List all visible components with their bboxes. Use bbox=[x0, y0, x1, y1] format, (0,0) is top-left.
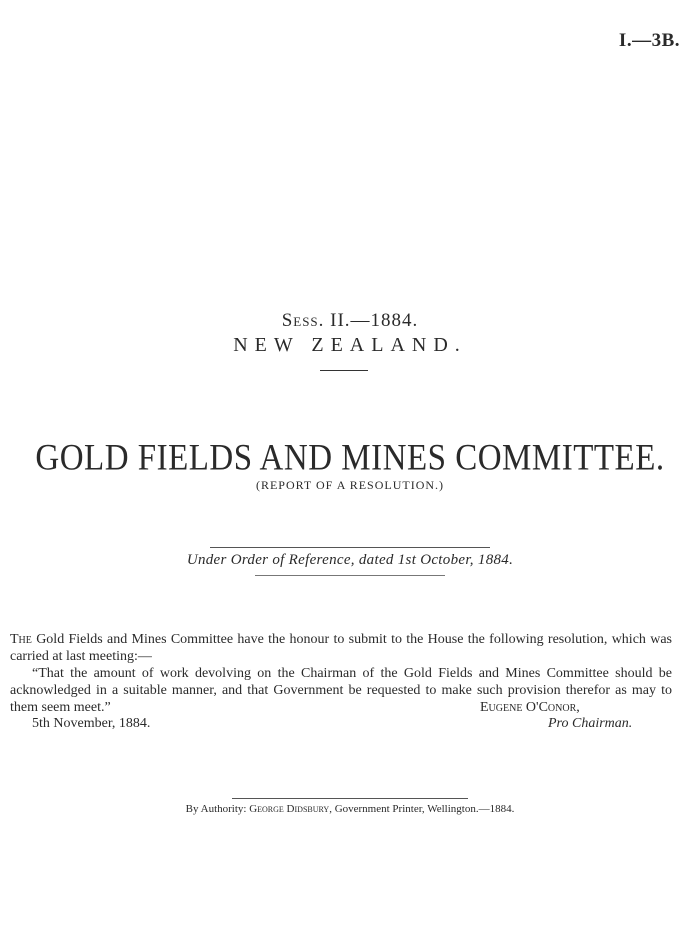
signer-role-text: Pro Chairman. bbox=[548, 716, 633, 731]
printer-imprint bbox=[0, 803, 700, 815]
intro-text: Gold Fields and Mines Committee have the honour to submit to the House the following resolution, which was carried at last meeting:— bbox=[10, 632, 672, 664]
short-divider bbox=[320, 370, 368, 371]
imprint-printer: George Didsbury bbox=[249, 803, 330, 815]
imprint-prefix: By Authority: bbox=[185, 803, 250, 815]
resolution-paragraph: “That the amount of work devolving on the Chairman of the Gold Fields and Mines Committee should be acknowledged in a suitable manner, and that Government be requested to make such provision therefor as may to them seem meet.” bbox=[10, 666, 672, 715]
paper-reference: I.—3B. bbox=[618, 30, 680, 51]
intro-paragraph bbox=[10, 631, 672, 665]
session-text: Sess. II.—1884. bbox=[281, 310, 419, 331]
session-line bbox=[0, 310, 700, 332]
signer-name: Eugene O'Conor, bbox=[480, 700, 580, 715]
lead-word: The bbox=[10, 632, 32, 647]
report-date: 5th November, 1884. bbox=[32, 716, 151, 731]
document-title: GOLD FIELDS AND MINES COMMITTEE. bbox=[35, 438, 665, 479]
imprint-suffix: , Government Printer, Wellington.—1884. bbox=[329, 803, 515, 815]
order-of-reference: Under Order of Reference, dated 1st October, 1884. bbox=[186, 552, 514, 568]
document-subtitle: (REPORT OF A RESOLUTION.) bbox=[255, 478, 445, 492]
signer-role bbox=[548, 716, 632, 732]
country-heading: NEW ZEALAND. bbox=[233, 334, 467, 356]
divider-below-order bbox=[255, 575, 445, 576]
divider-above-order bbox=[210, 547, 490, 548]
footer-divider bbox=[232, 798, 468, 799]
